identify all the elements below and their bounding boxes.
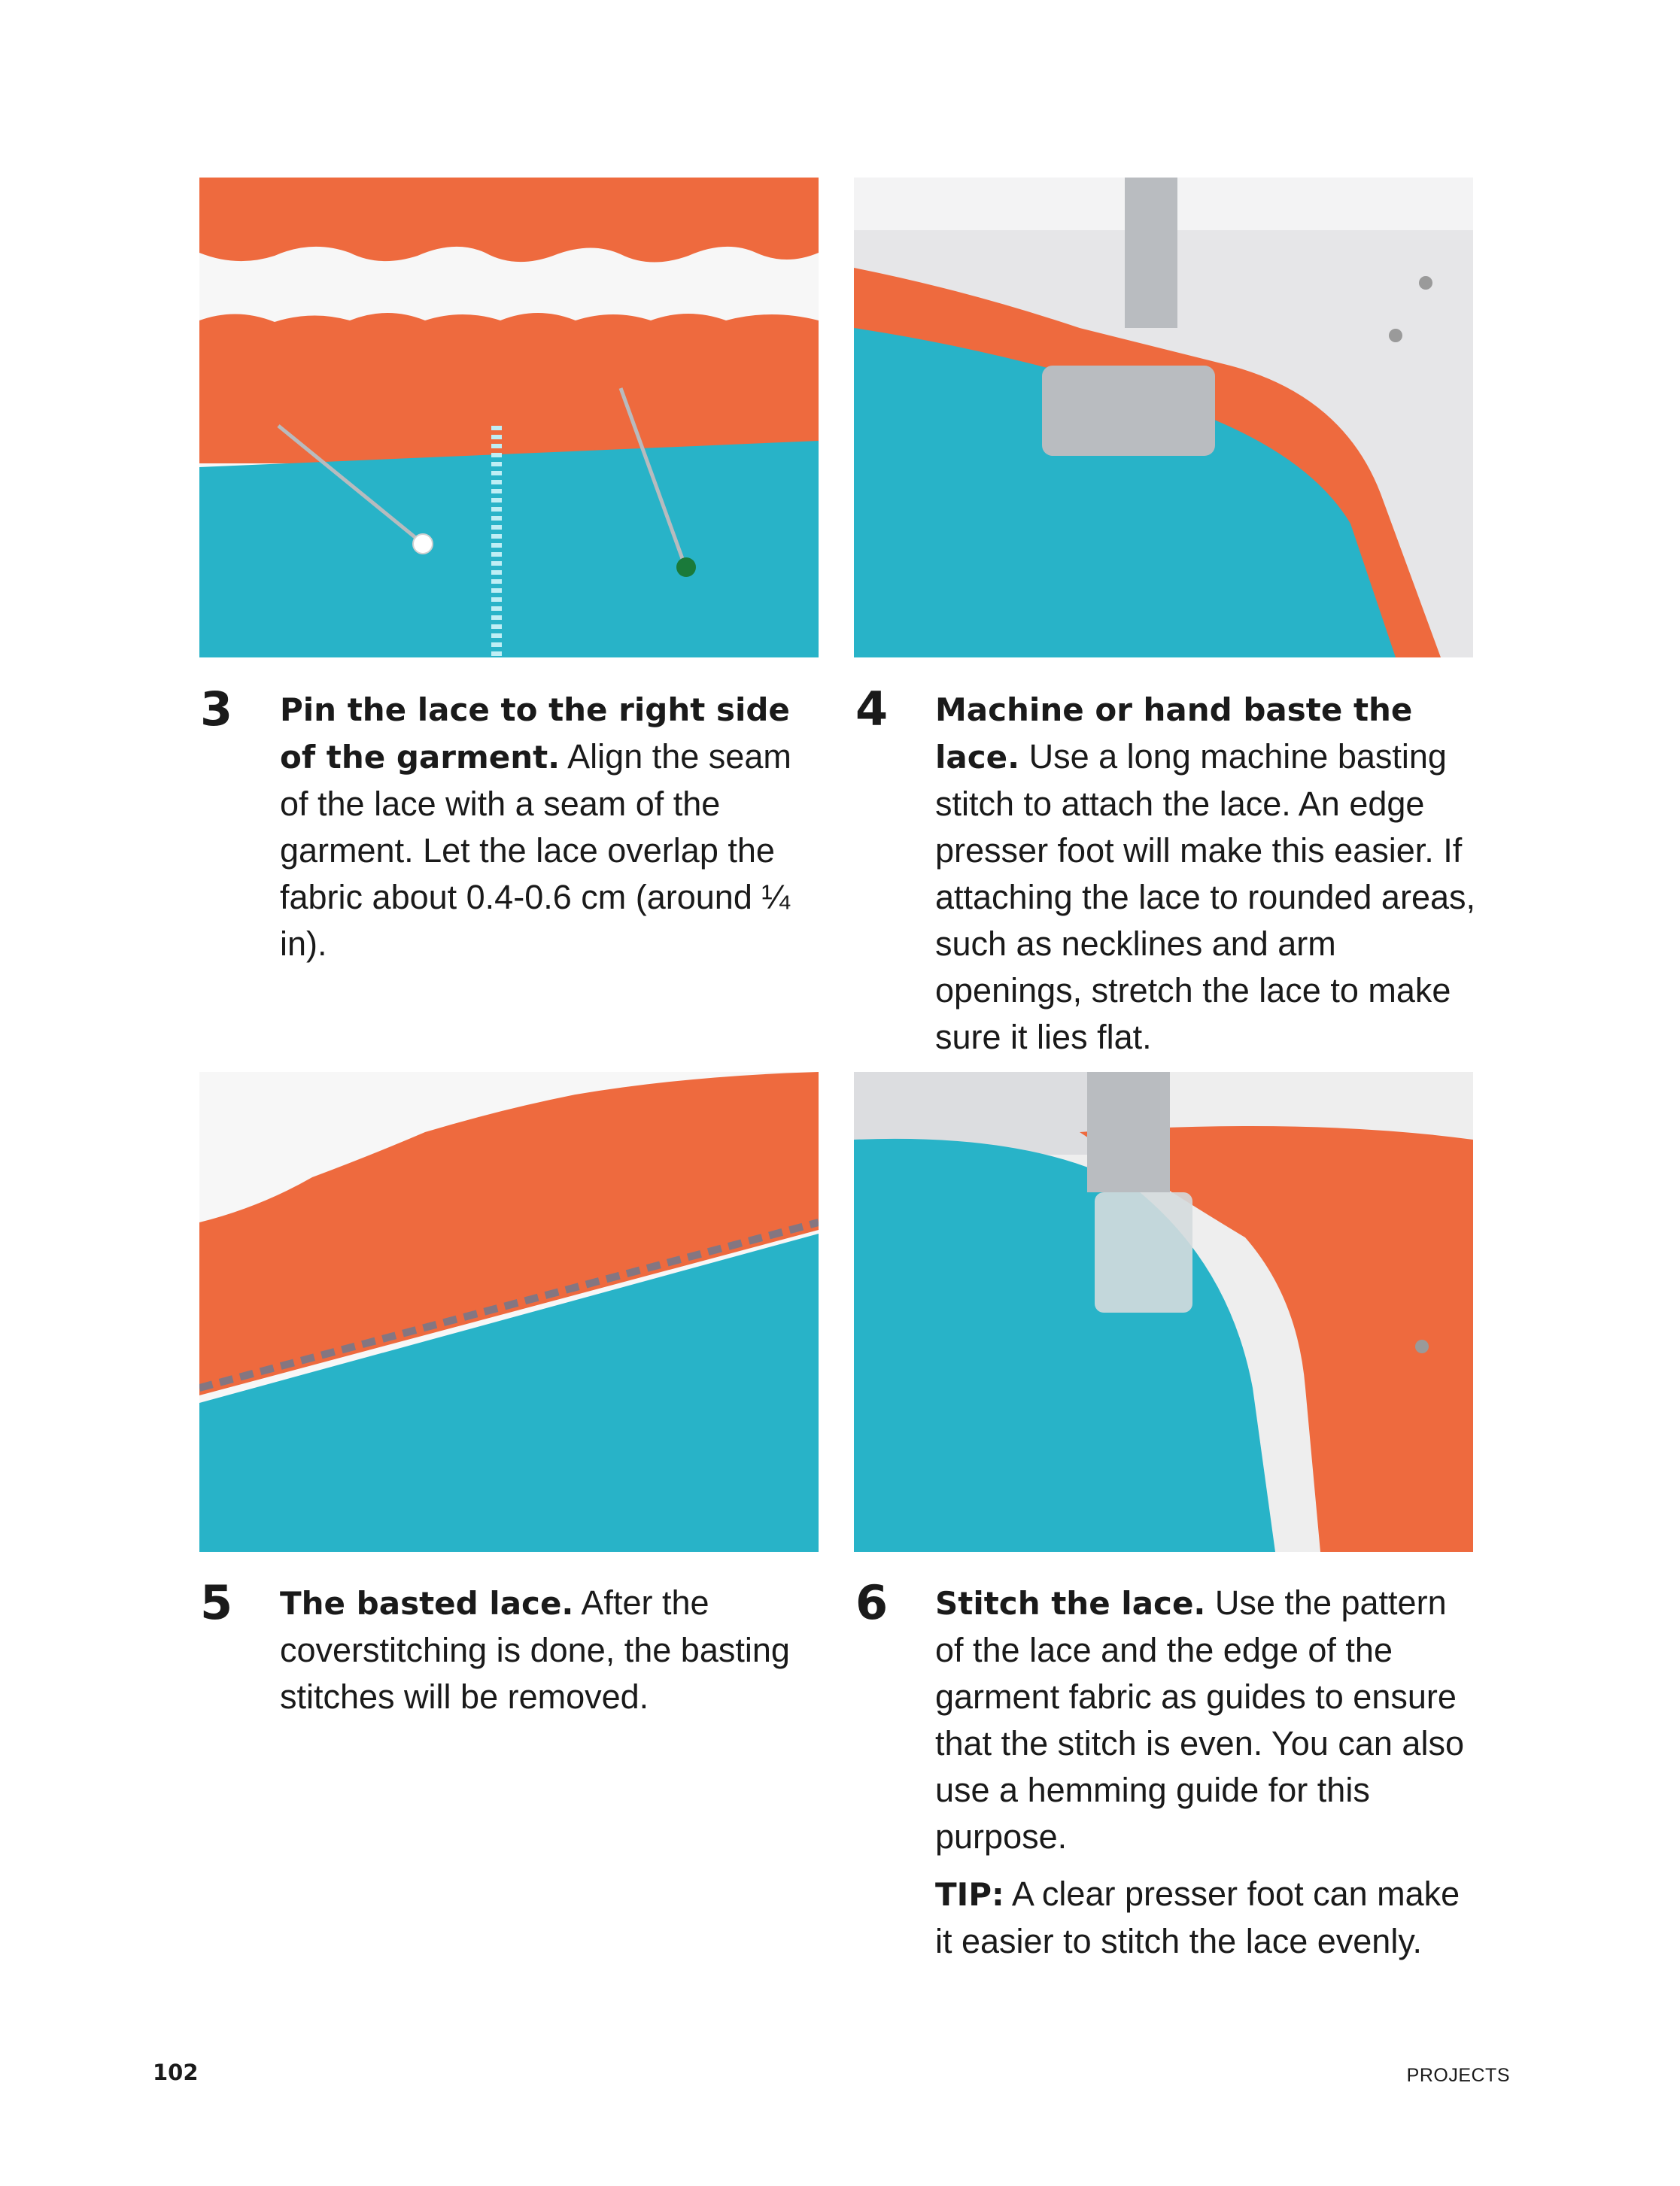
step-body: Use the pattern of the lace and the edge of the garment fabric as guides to ensure that the stitch is even. You can also use a hemming guide for this purpose. bbox=[935, 1583, 1464, 1856]
step-text bbox=[935, 1580, 1477, 1965]
photo-step-6-stitching-lace bbox=[854, 1072, 1473, 1552]
step-number: 5 bbox=[200, 1575, 233, 1630]
step-number: 4 bbox=[855, 682, 889, 736]
tip bbox=[935, 1871, 1477, 1965]
photo-step-3-pinned-lace bbox=[199, 178, 819, 657]
step-title: Pin the lace to the right side of the garment. bbox=[280, 691, 790, 776]
step-title: Machine or hand baste the lace. bbox=[935, 691, 1413, 776]
tip-label: TIP: bbox=[935, 1876, 1004, 1913]
tip-text: A clear presser foot can make it easier to stitch the lace evenly. bbox=[935, 1875, 1460, 1960]
step-body: After the coverstitching is done, the basting stitches will be removed. bbox=[280, 1583, 790, 1716]
section-label: PROJECTS bbox=[1406, 2065, 1510, 2086]
step-text bbox=[280, 686, 814, 967]
step-number: 6 bbox=[855, 1575, 889, 1630]
photo-step-4-machine-basting bbox=[854, 178, 1473, 657]
step-number: 3 bbox=[200, 682, 233, 736]
step-title: The basted lace. bbox=[280, 1585, 574, 1622]
step-text bbox=[280, 1580, 814, 1720]
photo-step-5-basted-lace bbox=[199, 1072, 819, 1552]
step-body: Use a long machine basting stitch to attach the lace. An edge presser foot will make this easier. If attaching the lace to rounded areas, such as necklines and arm openings, stretch the lace to make sure it lies flat. bbox=[935, 737, 1476, 1056]
step-title: Stitch the lace. bbox=[935, 1585, 1206, 1622]
step-body: Align the seam of the lace with a seam of the garment. Let the lace overlap the fabric about 0.4-0.6 cm (around ¼ in). bbox=[280, 737, 791, 963]
step-text bbox=[935, 686, 1477, 1061]
page-number: 102 bbox=[153, 2060, 199, 2085]
